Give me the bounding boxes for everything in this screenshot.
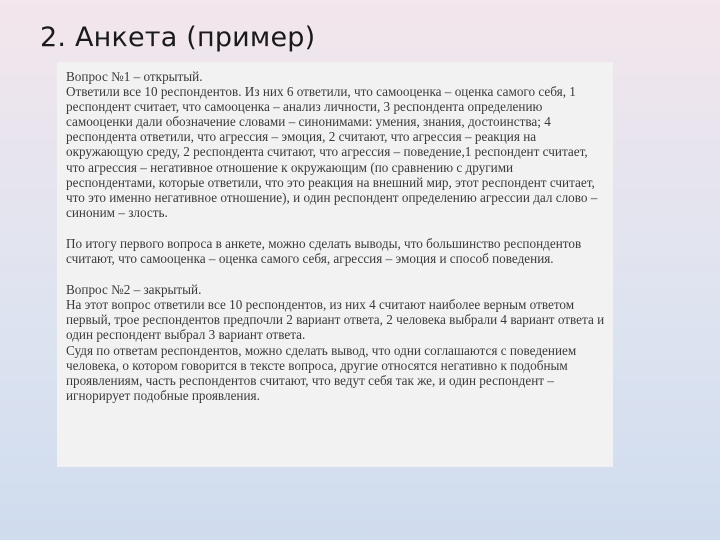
question-2-answers: На этот вопрос ответили все 10 респондентов, из них 4 считают наиболее верным ответом первый, трое респондентов предпочли 2 вариант ответа, 2 человека выбрали 4 вариант ответа и один респондент выбрал 3 вариант ответа. xyxy=(66,297,605,343)
question-1-conclusion-block xyxy=(66,236,605,266)
question-2-block xyxy=(66,282,605,403)
question-1-heading: Вопрос №1 – открытый. xyxy=(66,69,203,84)
question-2-heading: Вопрос №2 – закрытый. xyxy=(66,282,202,298)
document-text-image xyxy=(57,62,613,467)
question-1-block xyxy=(66,69,605,220)
question-1-conclusion: По итогу первого вопроса в анкете, можно сделать выводы, что большинство респондентов считают, что самооценка – оценка самого себя, агрессия – эмоция и способ поведения. xyxy=(66,235,582,267)
question-1-answers: Ответили все 10 респондентов. Из них 6 ответили, что самооценка – оценка самого себя, 1 респондент считает, что самооценка – анализ личности, 3 респондента определению самооценки дали обозначение словами – синонимами: умения, знания, достоинства; 4 респондента ответили, что агрессия – эмоция, 2 считают, что агрессия – реакция на окружающую среду, 2 респондента считают, что агрессия – поведение,1 респондент считает, что агрессия – негативное отношение к окружающим (по сравнению с другими респондентами, которые ответили, что это реакция на внешний мир, этот респондент считает, что это именно негативное отношение), и один респондент определению агрессии дал слово – синоним – злость. xyxy=(66,84,598,220)
question-2-conclusion: Судя по ответам респондентов, можно сделать вывод, что одни соглашаются с поведением человека, о котором говорится в тексте вопроса, другие относятся негативно к подобным проявлениям, часть респондентов считают, что ведут себя так же, и один респондент – игнорирует подобные проявления. xyxy=(66,342,577,403)
slide-title: 2. Анкета (пример) xyxy=(40,22,316,53)
